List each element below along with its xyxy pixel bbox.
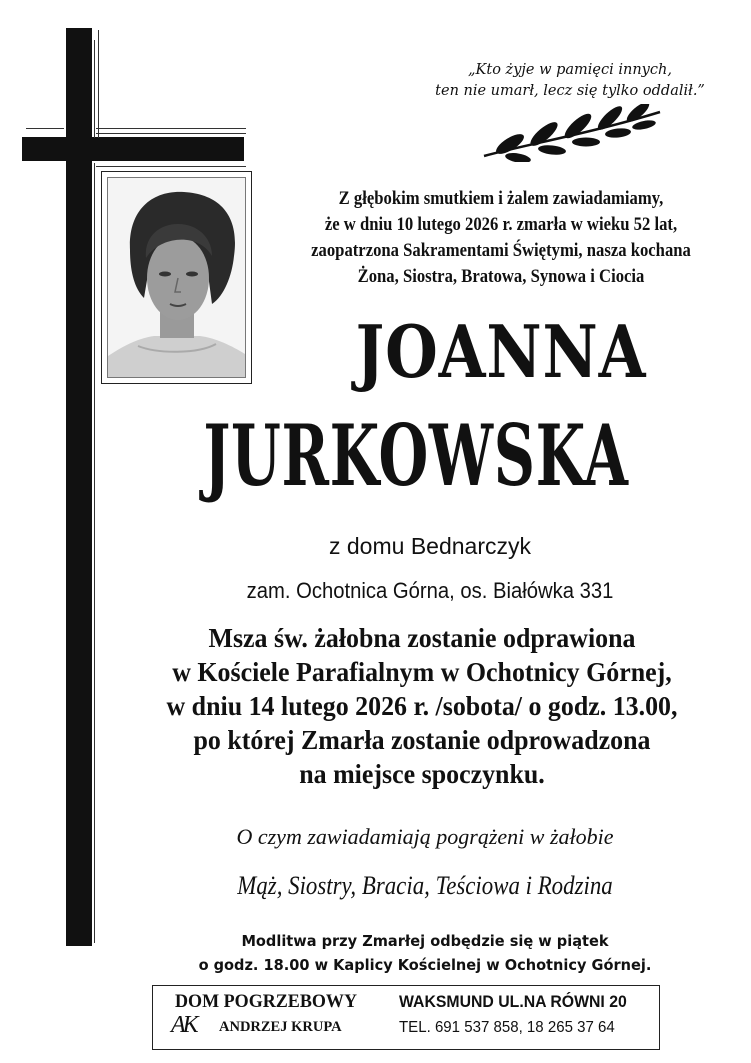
portrait-photo (107, 177, 246, 378)
cross-line (98, 30, 99, 138)
prayer-info (110, 929, 741, 977)
mass-line: po której Zmarła zostanie odprowadzona (193, 725, 651, 755)
funeral-home-name: DOM POGRZEBOWY (175, 991, 358, 1012)
intro-line: że w dniu 10 lutego 2026 r. zmarła w wieku 52 lat, (324, 215, 678, 235)
cross-line (96, 166, 246, 167)
intro-line: Żona, Siostra, Bratowa, Synowa i Ciocia (357, 267, 645, 287)
prayer-line: Modlitwa przy Zmarłej odbędzie się w piątek (241, 932, 609, 950)
portrait-image (108, 178, 245, 377)
mass-line: na miejsce spoczynku. (299, 759, 545, 789)
funeral-home-logo: AK (171, 1012, 196, 1038)
intro-line: Z głębokim smutkiem i żalem zawiadamiamy, (338, 189, 664, 209)
intro-line: zaopatrzona Sakramentami Świętymi, nasza kochana (311, 241, 691, 261)
portrait-frame (101, 171, 252, 384)
cross-line (96, 128, 246, 129)
quote-line: „Kto żyje w pamięci innych, (468, 62, 672, 78)
cross-vertical-bar (66, 28, 92, 946)
funeral-home-box (152, 985, 660, 1050)
mass-line: Msza św. żałobna zostanie odprawiona (208, 623, 636, 653)
memorial-quote (420, 60, 720, 102)
family-members: Mąż, Siostry, Bracia, Teściowa i Rodzina (237, 871, 613, 900)
quote-line: ten nie umarł, lecz się tylko oddalił.” (435, 83, 705, 99)
residence-address: zam. Ochotnica Górna, os. Białówka 331 (246, 578, 614, 603)
cross-line (94, 40, 95, 138)
cross-line (94, 163, 95, 943)
mass-line: w Kościele Parafialnym w Ochotnicy Górnej, (172, 657, 672, 687)
cross-line (96, 133, 246, 134)
mass-line: w dniu 14 lutego 2026 r. /sobota/ o godz. 13.00, (166, 691, 678, 721)
cross-line (26, 128, 64, 129)
cross-horizontal-bar (22, 137, 244, 161)
mourners-notice: O czym zawiadamiają pogrążeni w żałobie (236, 824, 614, 849)
announcement-intro (286, 186, 716, 290)
olive-branch-icon (478, 104, 668, 162)
funeral-home-phone: TEL. 691 537 858, 18 265 37 64 (399, 1019, 615, 1036)
funeral-home-address: WAKSMUND UL.NA RÓWNI 20 (399, 992, 627, 1011)
maiden-name: z domu Bednarczyk (329, 533, 531, 559)
funeral-home-owner: ANDRZEJ KRUPA (219, 1019, 342, 1035)
deceased-first-name: JOANNA (355, 309, 647, 394)
prayer-line: o godz. 18.00 w Kaplicy Kościelnej w Ochotnicy Górnej. (198, 956, 652, 974)
funeral-mass-details (110, 621, 734, 791)
deceased-last-name: JURKOWSKA (203, 406, 629, 505)
